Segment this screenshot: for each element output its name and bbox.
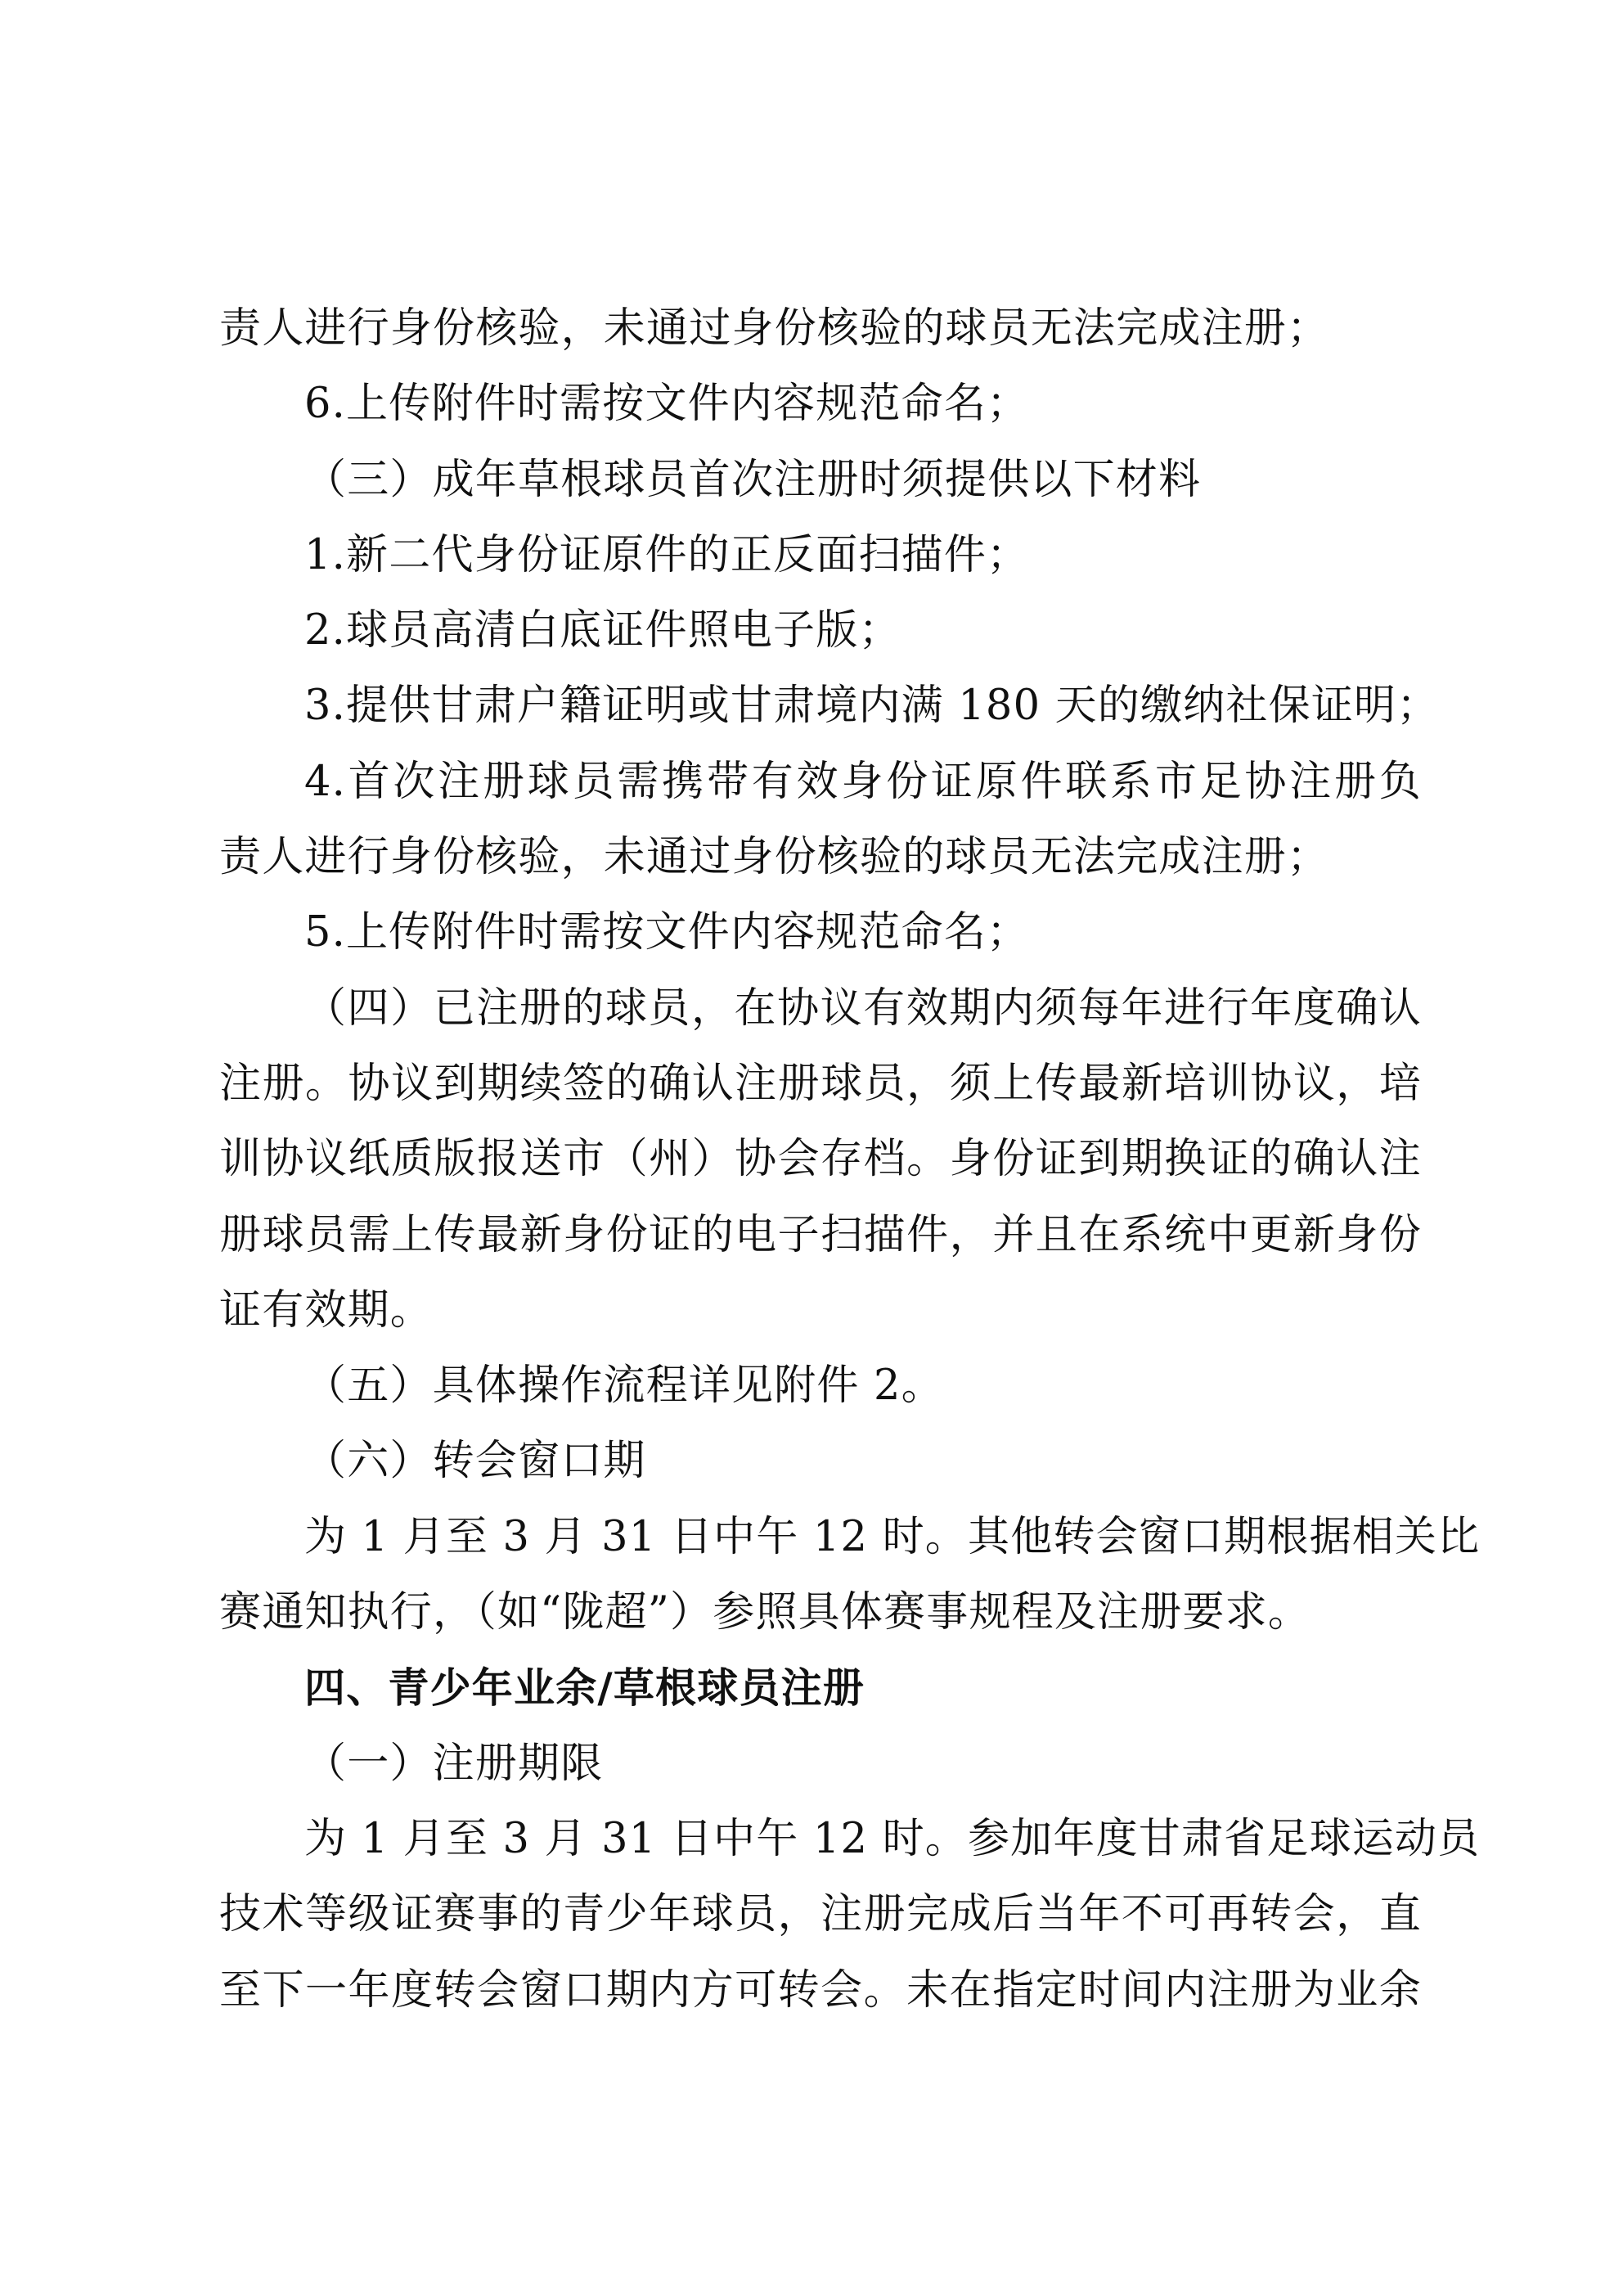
body-line: 为 1 月至 3 月 31 日中午 12 时。参加年度甘肃省足球运动员 xyxy=(304,1814,1481,1863)
subheading-transfer-window: （六）转会窗口期 xyxy=(304,1437,646,1486)
body-line: 为 1 月至 3 月 31 日中午 12 时。其他转会窗口期根据相关比 xyxy=(304,1512,1481,1561)
body-line: 至下一年度转会窗口期内方可转会。未在指定时间内注册为业余 xyxy=(219,1965,1422,2015)
body-line: 册球员需上传最新身份证的电子扫描件，并且在系统中更新身份 xyxy=(219,1210,1422,1259)
section-heading-youth-registration: 四、青少年业余/草根球员注册 xyxy=(304,1664,865,1713)
subheading-adult-grassroots-materials: （三）成年草根球员首次注册时须提供以下材料 xyxy=(304,455,1202,504)
body-line: 训协议纸质版报送市（州）协会存档。身份证到期换证的确认注 xyxy=(219,1135,1422,1184)
body-line: 证有效期。 xyxy=(219,1285,434,1335)
list-item-6-naming: 6.上传附件时需按文件内容规范命名； xyxy=(304,380,1030,429)
document-page xyxy=(219,304,1481,2042)
list-item-2-photo: 2.球员高清白底证件照电子版； xyxy=(304,606,901,655)
body-line: 责人进行身份核验，未通过身份核验的球员无法完成注册； xyxy=(219,304,1330,353)
list-item-4-id-verification: 4.首次注册球员需携带有效身份证原件联系市足协注册负 xyxy=(304,757,1422,806)
body-line: 注册。协议到期续签的确认注册球员，须上传最新培训协议，培 xyxy=(219,1059,1422,1108)
body-line: 赛通知执行，（如“陇超”）参照具体赛事规程及注册要求。 xyxy=(219,1588,1311,1637)
list-item-5-naming: 5.上传附件时需按文件内容规范命名； xyxy=(304,908,1030,957)
body-line: 责人进行身份核验，未通过身份核验的球员无法完成注册； xyxy=(219,833,1330,882)
list-item-1-id-scan: 1.新二代身份证原件的正反面扫描件； xyxy=(304,530,1030,579)
subheading-annual-confirmation: （四）已注册的球员，在协议有效期内须每年进行年度确认 xyxy=(304,984,1422,1033)
subheading-operation-flow: （五）具体操作流程详见附件 2。 xyxy=(304,1362,944,1411)
list-item-3-residence-proof: 3.提供甘肃户籍证明或甘肃境内满 180 天的缴纳社保证明； xyxy=(304,682,1440,731)
subheading-registration-period: （一）注册期限 xyxy=(304,1739,604,1788)
body-line: 技术等级证赛事的青少年球员，注册完成后当年不可再转会，直 xyxy=(219,1890,1422,1939)
